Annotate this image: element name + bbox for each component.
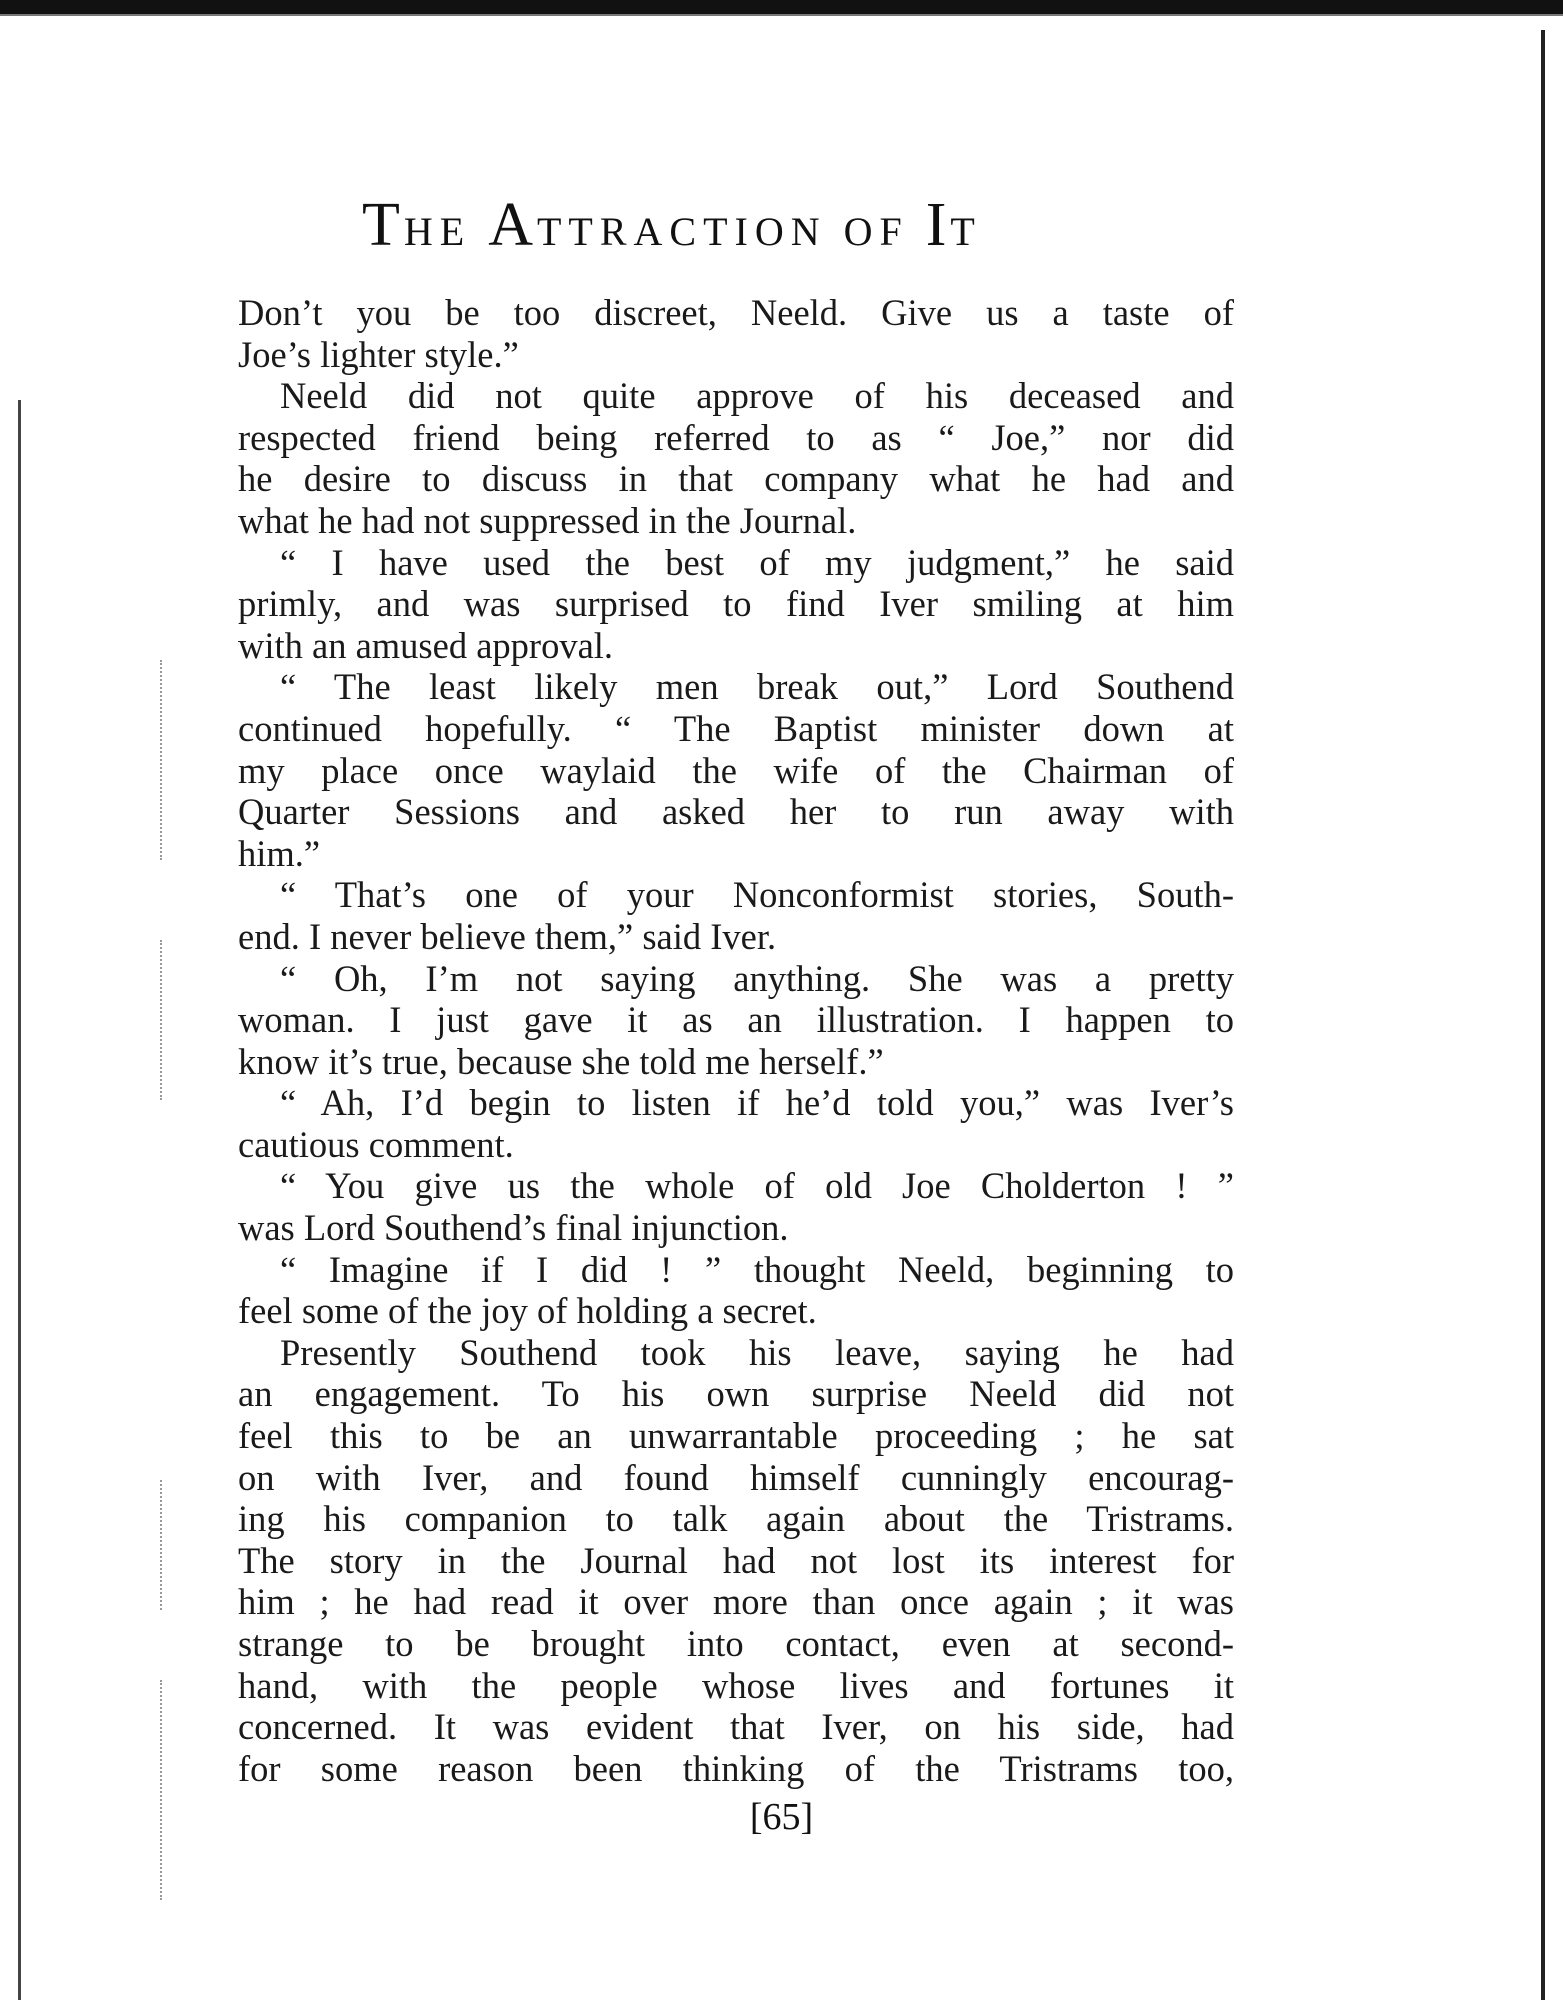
- scan-top-rule: [0, 0, 1563, 14]
- scan-margin-specks: [160, 1480, 182, 1610]
- text-line: he desire to discuss in that company what he had and: [238, 458, 1234, 500]
- text-line: feel some of the joy of holding a secret.: [238, 1290, 817, 1332]
- text-line: my place once waylaid the wife of the Chairman of: [238, 749, 1234, 791]
- scan-margin-specks: [160, 940, 182, 1100]
- scan-top-rule-shadow: [0, 14, 1563, 16]
- text-line: “ You give us the whole of old Joe Cholderton ! ”: [280, 1165, 1234, 1207]
- text-line: “ That’s one of your Nonconformist stories, South-: [280, 874, 1234, 916]
- text-line: feel this to be an unwarrantable proceeding ; he sat: [238, 1415, 1234, 1457]
- body-text: [238, 292, 1234, 1789]
- text-line: “ The least likely men break out,” Lord Southend: [280, 666, 1234, 708]
- text-line: cautious comment.: [238, 1123, 514, 1165]
- scan-margin-specks: [160, 660, 182, 860]
- text-line: Neeld did not quite approve of his deceased and: [280, 375, 1234, 417]
- scan-right-edge: [1541, 30, 1563, 2000]
- text-line: hand, with the people whose lives and fortunes it: [238, 1664, 1234, 1706]
- header-initial: I: [925, 191, 951, 259]
- header-smallcaps: HE: [403, 209, 489, 254]
- text-line: Joe’s lighter style.”: [238, 333, 519, 375]
- text-line: what he had not suppressed in the Journal.: [238, 499, 857, 541]
- header-initial: A: [488, 191, 537, 259]
- text-line: on with Iver, and found himself cunningly encourag-: [238, 1456, 1234, 1498]
- text-line: end. I never believe them,” said Iver.: [238, 915, 777, 957]
- header-smallcaps: T: [950, 209, 982, 254]
- text-line: him ; he had read it over more than once again ; it was: [238, 1581, 1234, 1623]
- page-number: [65]: [749, 1796, 814, 1838]
- text-line: respected friend being referred to as “ Joe,” nor did: [238, 416, 1234, 458]
- text-line: continued hopefully. “ The Baptist minister down at: [238, 707, 1234, 749]
- text-line: strange to be brought into contact, even at second-: [238, 1623, 1234, 1664]
- text-line: ing his companion to talk again about the Tristrams.: [238, 1498, 1234, 1540]
- text-line: with an amused approval.: [238, 624, 614, 666]
- header-initial: T: [362, 191, 404, 259]
- text-line: woman. I just gave it as an illustration. I happen to: [238, 999, 1234, 1041]
- running-header-title: [362, 190, 1162, 261]
- text-line: Presently Southend took his leave, saying he had: [280, 1331, 1234, 1373]
- scan-left-edge: [18, 400, 21, 2000]
- text-line: “ Oh, I’m not saying anything. She was a pretty: [280, 957, 1234, 999]
- text-line: an engagement. To his own surprise Neeld did not: [238, 1373, 1234, 1415]
- text-line: concerned. It was evident that Iver, on his side, had: [238, 1706, 1234, 1748]
- text-line: primly, and was surprised to find Iver smiling at him: [238, 583, 1234, 625]
- text-line: was Lord Southend’s final injunction.: [238, 1207, 789, 1249]
- text-line: The story in the Journal had not lost its interest for: [238, 1539, 1234, 1581]
- header-smallcaps: TTRACTION OF: [536, 209, 926, 254]
- text-line: “ Ah, I’d begin to listen if he’d told you,” was Iver’s: [280, 1082, 1234, 1124]
- text-line: for some reason been thinking of the Tristrams too,: [238, 1747, 1234, 1789]
- text-line: “ I have used the best of my judgment,” he said: [280, 541, 1234, 583]
- text-line: him.”: [238, 832, 321, 874]
- scan-margin-specks: [160, 1680, 182, 1900]
- text-line: know it’s true, because she told me herself.”: [238, 1040, 884, 1082]
- text-line: Don’t you be too discreet, Neeld. Give us a taste of: [238, 292, 1234, 333]
- text-line: Quarter Sessions and asked her to run away with: [238, 791, 1234, 833]
- text-line: “ Imagine if I did ! ” thought Neeld, beginning to: [280, 1248, 1234, 1290]
